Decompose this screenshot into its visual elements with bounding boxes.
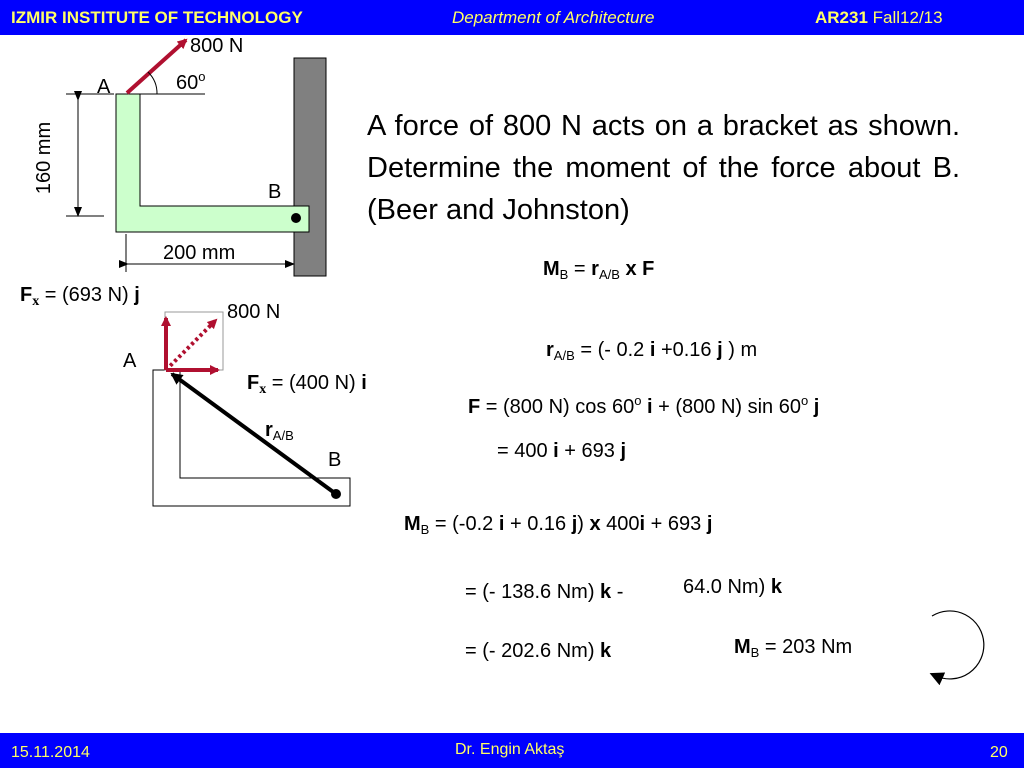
problem-statement: A force of 800 N acts on a bracket as shown. Determine the moment of the force about B. (Beer and Johnston) — [367, 110, 960, 226]
bracket — [116, 94, 309, 232]
r-vec-part3: ) m — [728, 339, 758, 361]
eq-r-vector — [546, 340, 757, 362]
result-value: = 203 Nm — [764, 636, 853, 658]
f-vec-deg: o — [634, 393, 642, 408]
fy-symbol: F — [20, 284, 33, 306]
fy-value: = (693 N) — [44, 284, 129, 306]
eq-step1-second — [683, 577, 782, 597]
step1-k2: k — [770, 576, 782, 598]
step2-k: k — [600, 640, 612, 662]
point-a-label-bottom: A — [123, 350, 137, 372]
force-label-top: 800 N — [190, 35, 244, 57]
eq-sign: = — [573, 258, 586, 280]
wall — [294, 58, 326, 276]
footer-bar — [0, 733, 1024, 768]
fx-value: = (400 N) — [271, 372, 356, 394]
f-vec-j: j — [813, 396, 820, 418]
f-val-j: j — [620, 440, 627, 462]
fy-sub: x — [32, 294, 40, 309]
fx-unit: i — [361, 372, 367, 394]
fx-label — [247, 373, 367, 397]
mb-cross-part3: ) — [577, 513, 584, 535]
step1-k: k — [600, 581, 612, 603]
eq-step1 — [465, 582, 623, 602]
step1-part2: - — [616, 581, 624, 603]
r-sub: A/B — [272, 428, 294, 443]
f-vec-part1: = (800 N) cos 60 — [485, 396, 635, 418]
f-vec-symbol: F — [468, 396, 481, 418]
point-b-label-bottom: B — [328, 449, 342, 471]
height-dimension-label: 160 mm — [33, 121, 56, 195]
r-vec-part1: = (- 0.2 — [580, 339, 645, 361]
r-symbol-eq: r — [591, 258, 599, 280]
f-val-part2: + 693 — [564, 440, 615, 462]
mb-symbol: M — [543, 258, 560, 280]
point-b-label-top: B — [268, 181, 282, 203]
term: Fall12/13 — [872, 8, 943, 27]
f-val-i: i — [553, 440, 559, 462]
institution-name: IZMIR INSTITUTE OF TECHNOLOGY — [11, 8, 303, 27]
eq-result — [734, 637, 852, 659]
f-vec-part2: + (800 N) sin 60 — [658, 396, 801, 418]
mb-sub: B — [559, 267, 569, 282]
r-vec-part2: +0.16 — [660, 339, 712, 361]
mb-cross-part4: 400 — [606, 513, 640, 535]
mb-cross-j: j — [571, 513, 578, 535]
mb-cross-x: x — [589, 513, 601, 535]
step2-part1: = (- 202.6 Nm) — [465, 640, 595, 662]
point-a-label-top: A — [97, 76, 111, 98]
r-vec-j: j — [717, 339, 723, 361]
r-vec-i: i — [649, 339, 656, 361]
point-b-dot-bottom — [331, 489, 341, 499]
eq-f-vector — [468, 394, 819, 417]
fy-label — [20, 285, 140, 309]
fx-symbol: F — [247, 372, 260, 394]
r-sub-eq: A/B — [598, 267, 620, 282]
mb-cross-part5: + 693 — [650, 513, 702, 535]
footer-author: Dr. Engin Aktaş — [455, 741, 565, 758]
mb-cross-part1: = (-0.2 — [434, 513, 494, 535]
width-dimension-label: 200 mm — [163, 242, 236, 264]
result-sub: B — [750, 645, 760, 660]
f-val-part1: = 400 — [497, 440, 548, 462]
eq-mb-definition — [543, 259, 654, 281]
course-code: AR231 — [815, 8, 868, 27]
department-name: Department of Architecture — [452, 8, 655, 27]
mb-cross-j2: j — [706, 513, 713, 535]
angle-label — [176, 70, 205, 93]
mb-cross-i2: i — [639, 513, 646, 535]
result-symbol: M — [734, 636, 751, 658]
r-vec-sub: A/B — [553, 348, 575, 363]
eq-f-value — [497, 441, 626, 461]
r-ab-label — [265, 420, 294, 442]
step1-part1: = (- 138.6 Nm) — [465, 581, 595, 603]
mb-cross-symbol: M — [404, 513, 421, 535]
cross-f: x F — [625, 258, 655, 280]
f-vec-deg2: o — [800, 393, 809, 408]
moment-curl-arrow — [932, 611, 984, 679]
fy-unit: j — [134, 284, 140, 306]
resultant-force-dotted — [166, 320, 216, 370]
page-number: 20 — [990, 744, 1008, 761]
footer-date: 15.11.2014 — [11, 744, 90, 761]
eq-step2 — [465, 641, 611, 661]
mb-cross-part2: + 0.16 — [509, 513, 567, 535]
angle-value: 60 — [176, 72, 199, 94]
force-components-box — [165, 312, 223, 370]
force-label-bottom: 800 N — [227, 301, 281, 323]
r-vec-symbol: r — [546, 339, 554, 361]
fx-sub: x — [259, 382, 267, 397]
step1-part3: 64.0 Nm) — [683, 576, 766, 598]
r-symbol: r — [265, 419, 273, 441]
angle-degree: o — [198, 69, 206, 84]
mb-cross-sub: B — [420, 522, 430, 537]
eq-mb-cross — [404, 514, 712, 536]
f-vec-i: i — [647, 396, 653, 418]
mb-cross-i: i — [498, 513, 505, 535]
point-b-dot — [291, 213, 301, 223]
